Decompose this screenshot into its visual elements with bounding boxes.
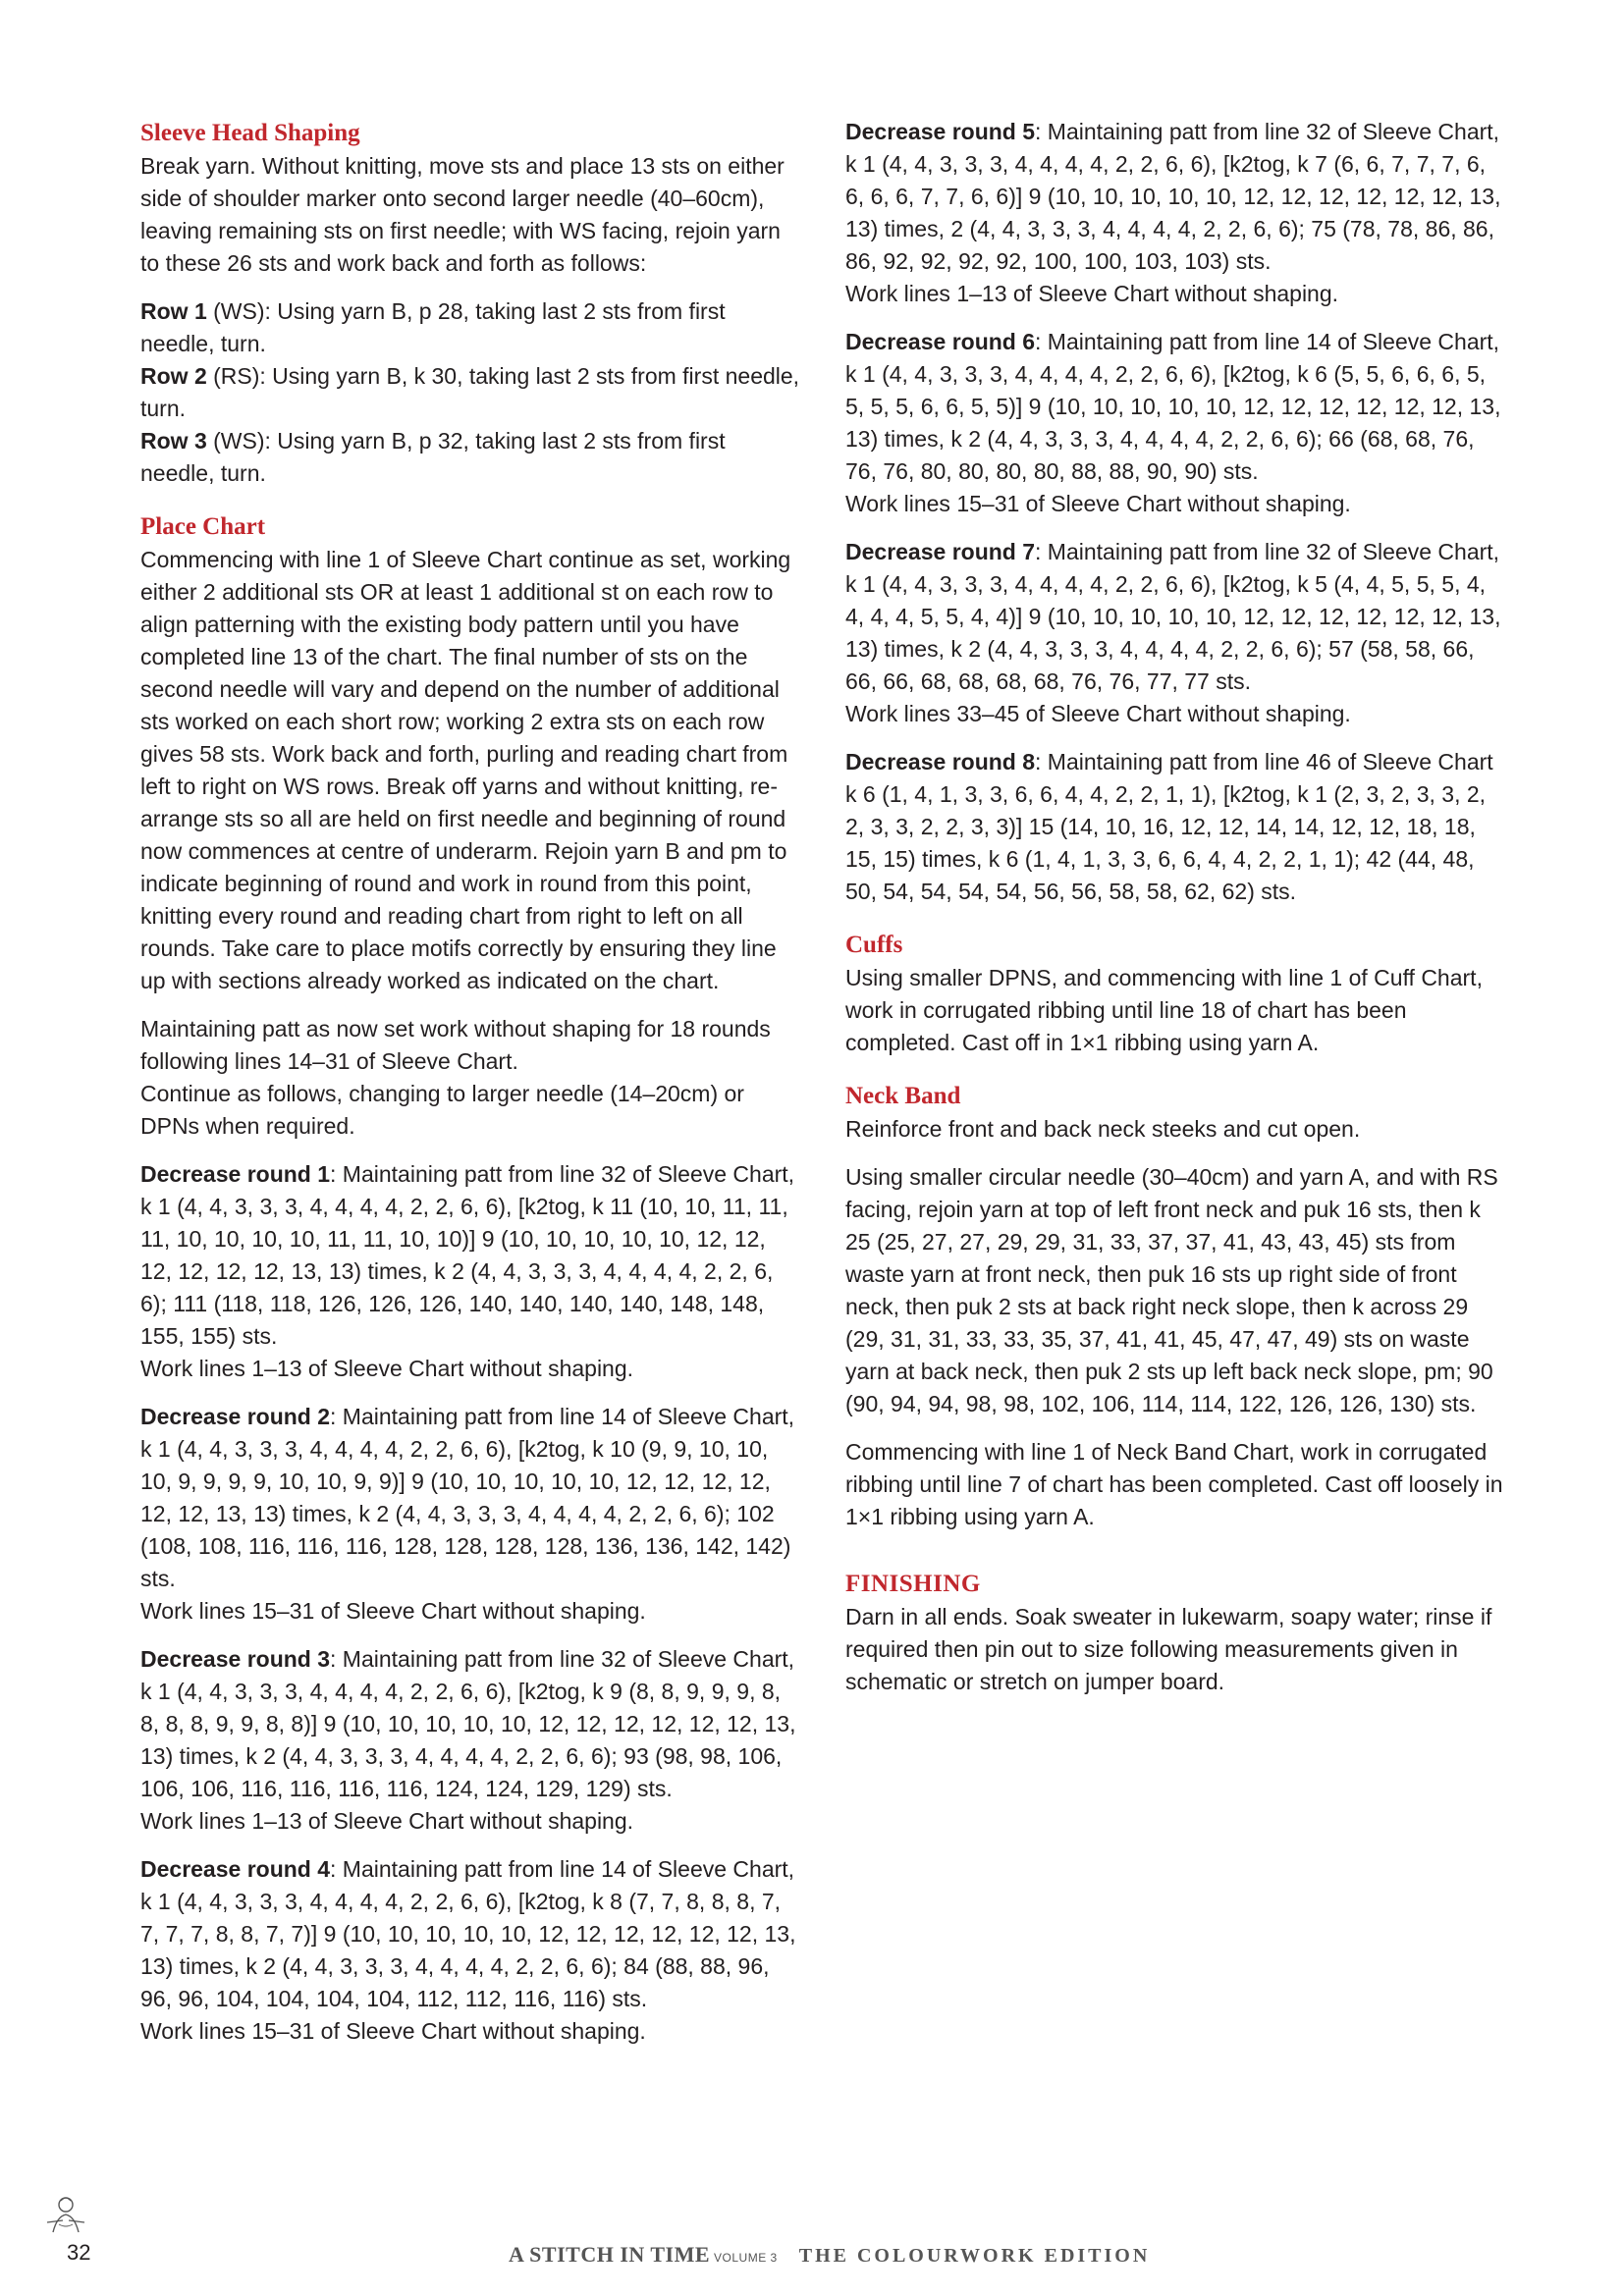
decrease-round-3-text	[140, 1643, 800, 1805]
footer-edition: THE COLOURWORK EDITION	[798, 2245, 1151, 2267]
decrease-round-6-label: Decrease round 6	[845, 329, 1036, 354]
decrease-round-8-label: Decrease round 8	[845, 749, 1036, 774]
decrease-round-5	[845, 116, 1505, 310]
row-1-label: Row 1	[140, 298, 207, 324]
decrease-round-2	[140, 1401, 800, 1628]
row-3-label: Row 3	[140, 428, 207, 454]
decrease-round-6	[845, 326, 1505, 520]
page-number: 32	[67, 2240, 91, 2265]
decrease-round-8-body: : Maintaining patt from line 46 of Sleeve Chart k 6 (1, 4, 1, 3, 3, 6, 6, 4, 4, 2, 2, 1, 1), [k2tog, k 1 (2, 3, 2, 3, 3, 2, 2, 3, 3, 2, 2, 3, 3)] 15 (14, 10, 16, 12, 12, 14, 14, 12, 12, 18, 18, 15, 15) times, k 6 (1, 4, 1, 3, 3, 6, 6, 4, 4, 2, 2, 1, 1); 42 (44, 48, 50, 54, 54, 54, 54, 56, 56, 58, 58, 62, 62) sts.	[845, 749, 1493, 904]
decrease-round-4-label: Decrease round 4	[140, 1856, 331, 1882]
finishing-paragraph: Darn in all ends. Soak sweater in lukewarm, soapy water; rinse if required then pin out to size following measurements given in schematic or stretch on jumper board.	[845, 1604, 1492, 1694]
decrease-round-5-body: : Maintaining patt from line 32 of Sleeve Chart, k 1 (4, 4, 3, 3, 3, 4, 4, 4, 4, 2, 2, 6, 6), [k2tog, k 7 (6, 6, 7, 7, 7, 6, 6, 6, 6, 7, 7, 6, 6)] 9 (10, 10, 10, 10, 10, 12, 12, 12, 12, 12, 12, 13, 13) times, 2 (4, 4, 3, 3, 3, 4, 4, 4, 4, 2, 2, 6, 6); 75 (78, 78, 86, 86, 86, 92, 92, 92, 92, 100, 100, 103, 103) sts.	[845, 119, 1501, 274]
decrease-round-1-label: Decrease round 1	[140, 1161, 331, 1187]
cuffs-paragraph: Using smaller DPNS, and commencing with line 1 of Cuff Chart, work in corrugated ribbing until line 18 of chart has been completed. Cast off in 1×1 ribbing using yarn A.	[845, 965, 1483, 1055]
decrease-round-1	[140, 1158, 800, 1385]
page-footer	[0, 2238, 1624, 2277]
decrease-round-8	[845, 746, 1505, 908]
decrease-round-7-work: Work lines 33–45 of Sleeve Chart without shaping.	[845, 701, 1351, 726]
decrease-round-3-label: Decrease round 3	[140, 1646, 331, 1672]
place-chart-paragraph: Commencing with line 1 of Sleeve Chart continue as set, working either 2 additional sts OR at least 1 additional st on each row to align patterning with the existing body pattern until you have completed line 13 of the chart. The final number of sts on the second needle will vary and depend on the number of additional sts worked on each short row; working 2 extra sts on each row gives 58 sts. Work back and forth, purling and reading chart from left to right on WS rows. Break off yarns and without knitting, re-arrange sts so all are held on first needle and beginning of round now commences at centre of underarm. Rejoin yarn B and pm to indicate beginning of round and work in round from this point, knitting every round and reading chart from right to left on all rounds. Take care to place motifs correctly by ensuring they line up with sections already worked as indicated on the chart.	[140, 547, 791, 993]
decrease-round-5-text	[845, 116, 1505, 278]
row-3-text: (WS): Using yarn B, p 32, taking last 2 sts from first needle, turn.	[140, 428, 726, 486]
decrease-round-8-text	[845, 746, 1505, 908]
decrease-round-3	[140, 1643, 800, 1838]
neck-band-paragraph-3: Commencing with line 1 of Neck Band Chart, work in corrugated ribbing until line 7 of chart has been completed. Cast off loosely in 1×1 ribbing using yarn A.	[845, 1439, 1503, 1529]
decrease-round-2-label: Decrease round 2	[140, 1404, 331, 1429]
decrease-round-6-text	[845, 326, 1505, 488]
row-instructions	[140, 295, 800, 490]
neck-band-paragraph-2: Using smaller circular needle (30–40cm) and yarn A, and with RS facing, rejoin yarn at top of left front neck and puk 16 sts, then k 25 (25, 27, 27, 29, 29, 31, 33, 37, 37, 41, 43, 43, 45) sts from waste yarn at front neck, then puk 16 sts up right side of front neck, then puk 2 sts at back right neck slope, then k across 29 (29, 31, 31, 33, 33, 35, 37, 41, 41, 45, 47, 47, 49) sts on waste yarn at back neck, then puk 2 sts up left back neck slope, pm; 90 (90, 94, 94, 98, 98, 102, 106, 114, 114, 122, 126, 126, 130) sts.	[845, 1164, 1498, 1416]
decrease-round-1-text	[140, 1158, 800, 1353]
section-heading-finishing: FINISHING	[845, 1571, 981, 1597]
section-heading-sleeve-head: Sleeve Head Shaping	[140, 120, 360, 146]
decrease-round-1-work: Work lines 1–13 of Sleeve Chart without shaping.	[140, 1356, 634, 1381]
decrease-round-6-work: Work lines 15–31 of Sleeve Chart without shaping.	[845, 491, 1351, 516]
neck-band-paragraph-1: Reinforce front and back neck steeks and cut open.	[845, 1116, 1361, 1142]
decrease-round-1-body: : Maintaining patt from line 32 of Sleeve Chart, k 1 (4, 4, 3, 3, 3, 4, 4, 4, 4, 2, 2, 6, 6), [k2tog, k 11 (10, 10, 11, 11, 11, 10, 10, 10, 10, 11, 11, 10, 10)] 9 (10, 10, 10, 10, 10, 12, 12, 12, 12, 12, 12, 13, 13) times, k 2 (4, 4, 3, 3, 3, 4, 4, 4, 4, 2, 2, 6, 6); 111 (118, 118, 126, 126, 126, 140, 140, 140, 140, 148, 148, 155, 155) sts.	[140, 1161, 795, 1349]
decrease-round-7-text	[845, 536, 1505, 698]
continue-paragraph: Continue as follows, changing to larger needle (14–20cm) or DPNs when required.	[140, 1081, 744, 1139]
decrease-round-3-body: : Maintaining patt from line 32 of Sleeve Chart, k 1 (4, 4, 3, 3, 3, 4, 4, 4, 4, 2, 2, 6, 6), [k2tog, k 9 (8, 8, 9, 9, 9, 8, 8, 8, 8, 9, 9, 8, 8)] 9 (10, 10, 10, 10, 10, 12, 12, 12, 12, 12, 12, 13, 13) times, k 2 (4, 4, 3, 3, 3, 4, 4, 4, 4, 2, 2, 6, 6); 93 (98, 98, 106, 106, 106, 116, 116, 116, 116, 124, 124, 129, 129) sts.	[140, 1646, 796, 1801]
section-heading-place-chart: Place Chart	[140, 513, 266, 540]
decrease-round-2-text	[140, 1401, 800, 1595]
decrease-round-7-body: : Maintaining patt from line 32 of Sleeve Chart, k 1 (4, 4, 3, 3, 3, 4, 4, 4, 4, 2, 2, 6, 6), [k2tog, k 5 (4, 4, 5, 5, 5, 4, 4, 4, 4, 5, 5, 4, 4)] 9 (10, 10, 10, 10, 10, 12, 12, 12, 12, 12, 12, 13, 13) times, k 2 (4, 4, 3, 3, 3, 4, 4, 4, 4, 2, 2, 6, 6); 57 (58, 58, 66, 66, 66, 68, 68, 68, 68, 76, 76, 77, 77 sts.	[845, 539, 1501, 694]
row-2-instruction	[140, 360, 800, 425]
maintain-paragraph: Maintaining patt as now set work without shaping for 18 rounds following lines 14–31 of Sleeve Chart.	[140, 1016, 771, 1074]
section-heading-cuffs: Cuffs	[845, 932, 903, 958]
decrease-round-5-work: Work lines 1–13 of Sleeve Chart without shaping.	[845, 281, 1339, 306]
footer-title-text: A STITCH IN TIME	[509, 2242, 711, 2267]
footer-volume: VOLUME 3	[714, 2251, 778, 2265]
row-2-label: Row 2	[140, 363, 207, 389]
decrease-round-5-label: Decrease round 5	[845, 119, 1036, 144]
left-column	[140, 116, 800, 2048]
decrease-round-4-text	[140, 1853, 800, 2015]
row-3-instruction	[140, 425, 800, 490]
right-column	[845, 116, 1505, 1698]
sleeve-head-paragraph: Break yarn. Without knitting, move sts and place 13 sts on either side of shoulder marker onto second larger needle (40–60cm), leaving remaining sts on first needle; with WS facing, rejoin yarn to these 26 sts and work back and forth as follows:	[140, 153, 785, 276]
row-1-text: (WS): Using yarn B, p 28, taking last 2 sts from first needle, turn.	[140, 298, 726, 356]
decrease-round-2-work: Work lines 15–31 of Sleeve Chart without shaping.	[140, 1598, 646, 1624]
decrease-round-3-work: Work lines 1–13 of Sleeve Chart without shaping.	[140, 1808, 634, 1834]
decrease-round-6-body: : Maintaining patt from line 14 of Sleeve Chart, k 1 (4, 4, 3, 3, 3, 4, 4, 4, 4, 2, 2, 6, 6), [k2tog, k 6 (5, 5, 6, 6, 6, 5, 5, 5, 5, 6, 6, 5, 5)] 9 (10, 10, 10, 10, 10, 12, 12, 12, 12, 12, 12, 13, 13) times, k 2 (4, 4, 3, 3, 3, 4, 4, 4, 4, 2, 2, 6, 6); 66 (68, 68, 76, 76, 76, 80, 80, 80, 80, 88, 88, 90, 90) sts.	[845, 329, 1501, 484]
decrease-round-2-body: : Maintaining patt from line 14 of Sleeve Chart, k 1 (4, 4, 3, 3, 3, 4, 4, 4, 4, 2, 2, 6, 6), [k2tog, k 10 (9, 9, 10, 10, 10, 9, 9, 9, 9, 10, 10, 9, 9)] 9 (10, 10, 10, 10, 10, 12, 12, 12, 12, 12, 12, 13, 13) times, k 2 (4, 4, 3, 3, 3, 4, 4, 4, 4, 2, 2, 6, 6); 102 (108, 108, 116, 116, 116, 128, 128, 128, 128, 136, 136, 142, 142) sts.	[140, 1404, 795, 1591]
decrease-round-4	[140, 1853, 800, 2048]
knitter-logo-icon	[43, 2193, 88, 2241]
publication-title	[509, 2240, 1150, 2272]
decrease-round-7	[845, 536, 1505, 730]
decrease-round-4-body: : Maintaining patt from line 14 of Sleeve Chart, k 1 (4, 4, 3, 3, 3, 4, 4, 4, 4, 2, 2, 6, 6), [k2tog, k 8 (7, 7, 8, 8, 8, 7, 7, 7, 7, 8, 8, 7, 7)] 9 (10, 10, 10, 10, 10, 12, 12, 12, 12, 12, 12, 13, 13) times, k 2 (4, 4, 3, 3, 3, 4, 4, 4, 4, 2, 2, 6, 6); 84 (88, 88, 96, 96, 96, 104, 104, 104, 104, 112, 112, 116, 116) sts.	[140, 1856, 796, 2011]
row-2-text: (RS): Using yarn B, k 30, taking last 2 sts from first needle, turn.	[140, 363, 800, 421]
decrease-round-7-label: Decrease round 7	[845, 539, 1036, 564]
section-heading-neck-band: Neck Band	[845, 1083, 961, 1109]
row-1-instruction	[140, 295, 800, 360]
maintain-block	[140, 1013, 800, 1143]
decrease-round-4-work: Work lines 15–31 of Sleeve Chart without shaping.	[140, 2018, 646, 2044]
